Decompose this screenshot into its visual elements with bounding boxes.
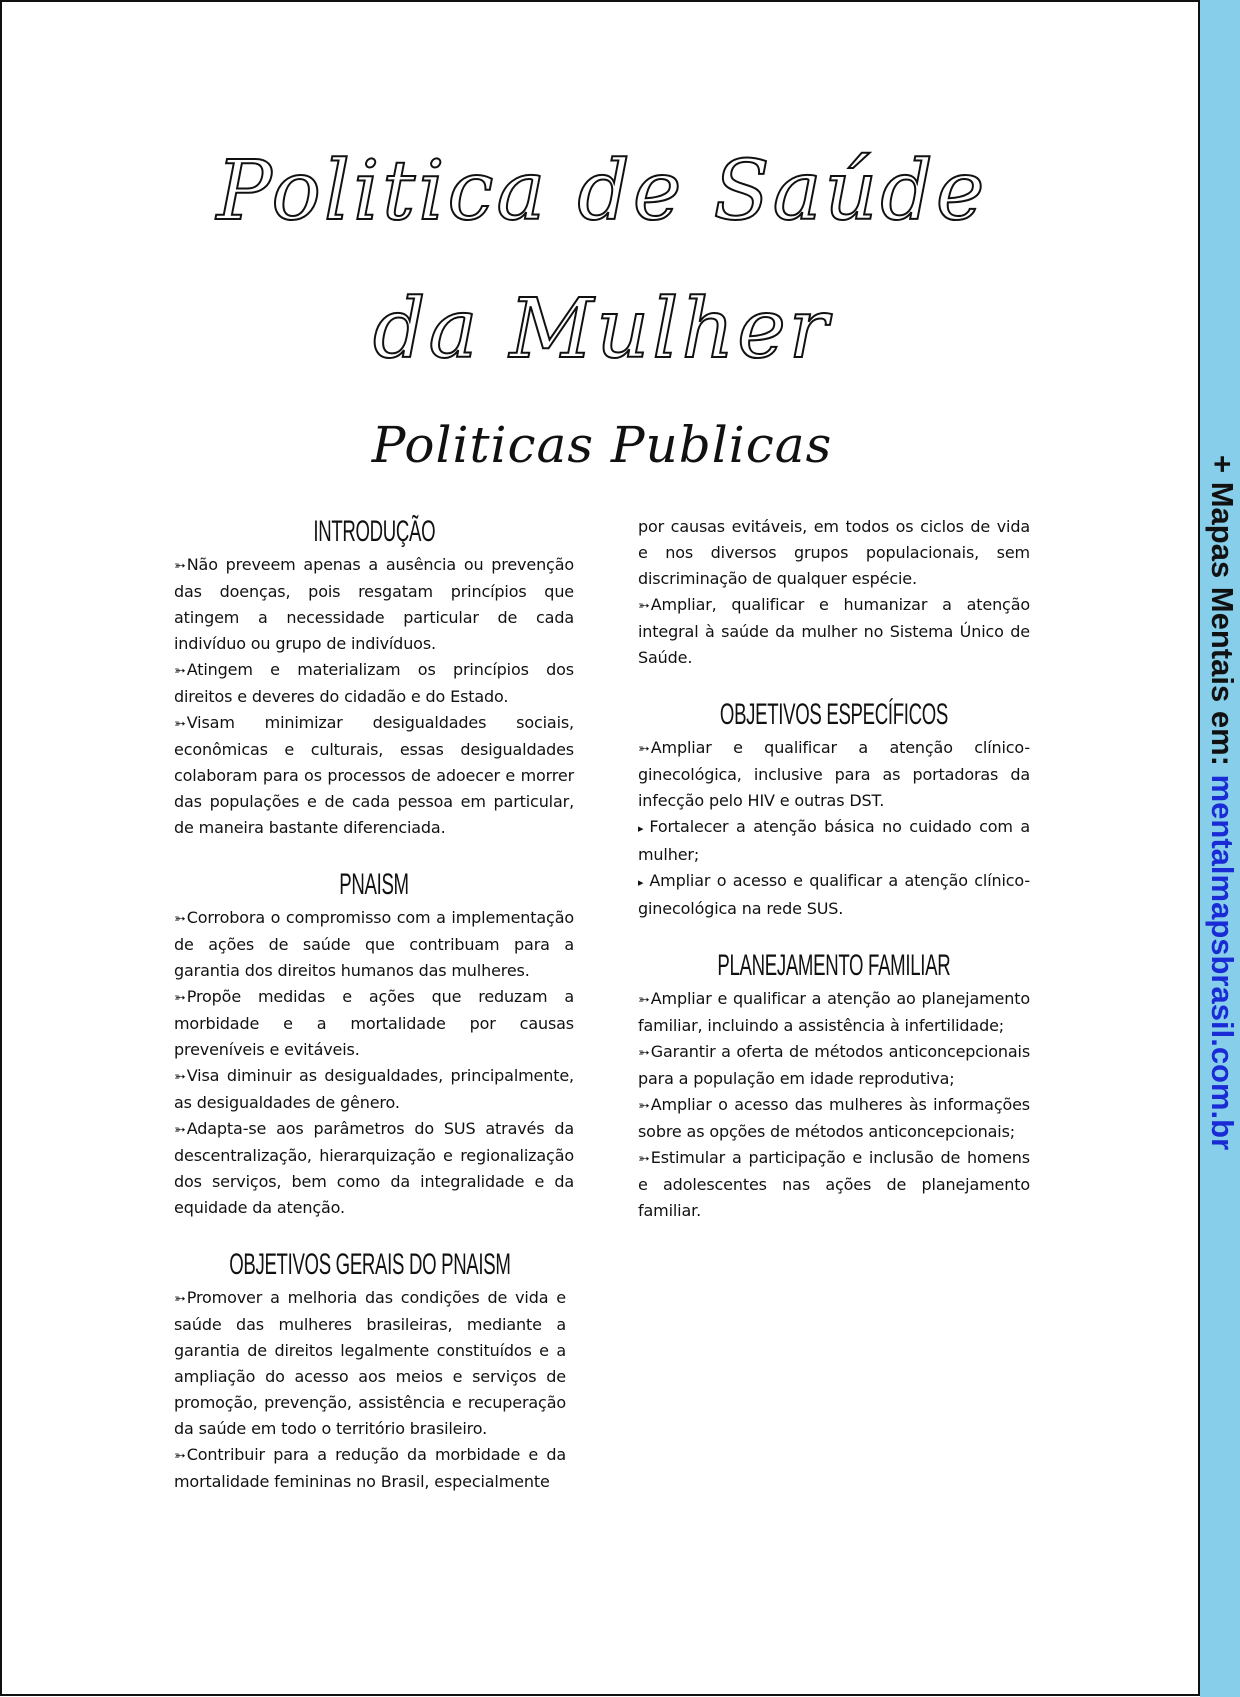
arrow-bullet-icon: ➳ <box>174 663 184 679</box>
list-item: ➳ Corrobora o compromisso com a implementação de ações de saúde que contribuam para a garantia dos direitos humanos das mulheres. <box>174 908 574 980</box>
list-item: ➳ Propõe medidas e ações que reduzam a morbidade e a mortalidade por causas preveníveis e evitáveis. <box>174 987 574 1059</box>
section-objetivos-especificos <box>638 697 1030 922</box>
list-item: ➳ Ampliar e qualificar a atenção ao planejamento familiar, incluindo a assistência à infertilidade; <box>638 989 1030 1035</box>
right-column <box>638 514 1030 1250</box>
arrow-bullet-icon: ➳ <box>174 1291 184 1307</box>
section-heading: OBJETIVOS GERAIS DO PNAISM <box>229 1248 511 1281</box>
list-item: ➳ Garantir a oferta de métodos anticoncepcionais para a população em idade reprodutiva; <box>638 1042 1030 1088</box>
list-item: ➳ Promover a melhoria das condições de vida e saúde das mulheres brasileiras, mediante a garantia de direitos legalmente constituídos e a ampliação do acesso aos meios e serviços de promoção, prevenção, assistência e recuperação da saúde em todo o território brasileiro. <box>174 1288 566 1438</box>
document-title-line2: da Mulher <box>373 282 831 377</box>
triangle-bullet-icon: ▸ <box>638 822 644 835</box>
list-item: ➳ Não preveem apenas a ausência ou prevenção das doenças, pois resgatam princípios que atingem a necessidade particular de cada indivíduo ou grupo de indivíduos. <box>174 555 574 653</box>
arrow-bullet-icon: ➳ <box>638 1098 648 1114</box>
list-item: ➳ Ampliar o acesso das mulheres às informações sobre as opções de métodos anticoncepcionais; <box>638 1095 1030 1141</box>
list-item: ➳ Ampliar e qualificar a atenção clínico-ginecológica, inclusive para as portadoras da infecção pelo HIV e outras DST. <box>638 738 1030 810</box>
arrow-bullet-icon: ➳ <box>174 716 184 732</box>
promo-url-link[interactable]: mentalmapsbrasil.com.br <box>1205 774 1240 1151</box>
list-item: ➳ Adapta-se aos parâmetros do SUS através da descentralização, hierarquização e regionalização dos serviços, bem como da integralidade e da equidade da atenção. <box>174 1119 574 1217</box>
arrow-bullet-icon: ➳ <box>174 1448 184 1464</box>
list-item-continuation: por causas evitáveis, em todos os ciclos de vida e nos diversos grupos populacionais, sem discriminação de qualquer espécie. <box>638 517 1030 588</box>
section-heading: OBJETIVOS ESPECÍFICOS <box>719 698 949 731</box>
promo-prefix: + Mapas Mentais em: <box>1205 455 1240 775</box>
list-item: ➳ Estimular a participação e inclusão de homens e adolescentes nas ações de planejamento familiar. <box>638 1148 1030 1220</box>
sub-list-item: ▸ Ampliar o acesso e qualificar a atenção clínico-ginecológica na rede SUS. <box>638 871 1030 918</box>
arrow-bullet-icon: ➳ <box>174 1069 184 1085</box>
arrow-bullet-icon: ➳ <box>638 1151 648 1167</box>
list-item: ➳ Ampliar, qualificar e humanizar a atenção integral à saúde da mulher no Sistema Único de Saúde. <box>638 595 1030 667</box>
list-item: ➳ Visa diminuir as desigualdades, principalmente, as desigualdades de gênero. <box>174 1066 574 1112</box>
left-column <box>174 514 574 1521</box>
section-objetivos-gerais <box>174 1247 566 1495</box>
section-heading: PLANEJAMENTO FAMILIAR <box>717 949 951 982</box>
promo-banner-text[interactable] <box>1204 455 1240 1150</box>
arrow-bullet-icon: ➳ <box>174 911 184 927</box>
section-heading: PNAISM <box>339 868 409 901</box>
arrow-bullet-icon: ➳ <box>174 1122 184 1138</box>
section-objetivos-gerais-continued <box>638 514 1030 671</box>
list-item: ➳ Visam minimizar desigualdades sociais, econômicas e culturais, essas desigualdades colaboram para os processos de adoecer e morrer das populações e de cada pessoa em particular, de maneira bastante diferenciada. <box>174 713 574 837</box>
section-introducao <box>174 514 574 841</box>
arrow-bullet-icon: ➳ <box>638 992 648 1008</box>
document-subtitle: Politicas Publicas <box>371 416 833 474</box>
promo-sidebar <box>1200 0 1240 1697</box>
sub-list-item: ▸ Fortalecer a atenção básica no cuidado com a mulher; <box>638 817 1030 864</box>
section-pnaism <box>174 867 574 1221</box>
arrow-bullet-icon: ➳ <box>638 741 648 757</box>
document-title-line1: Politica de Saúde <box>216 144 988 239</box>
section-planejamento-familiar <box>638 948 1030 1224</box>
list-item: ➳ Contribuir para a redução da morbidade e da mortalidade femininas no Brasil, especialmente <box>174 1445 566 1491</box>
arrow-bullet-icon: ➳ <box>638 1045 648 1061</box>
arrow-bullet-icon: ➳ <box>638 598 648 614</box>
triangle-bullet-icon: ▸ <box>638 876 644 889</box>
section-heading: INTRODUÇÃO <box>313 515 435 548</box>
list-item: ➳ Atingem e materializam os princípios dos direitos e deveres do cidadão e do Estado. <box>174 660 574 706</box>
arrow-bullet-icon: ➳ <box>174 990 184 1006</box>
arrow-bullet-icon: ➳ <box>174 558 184 574</box>
